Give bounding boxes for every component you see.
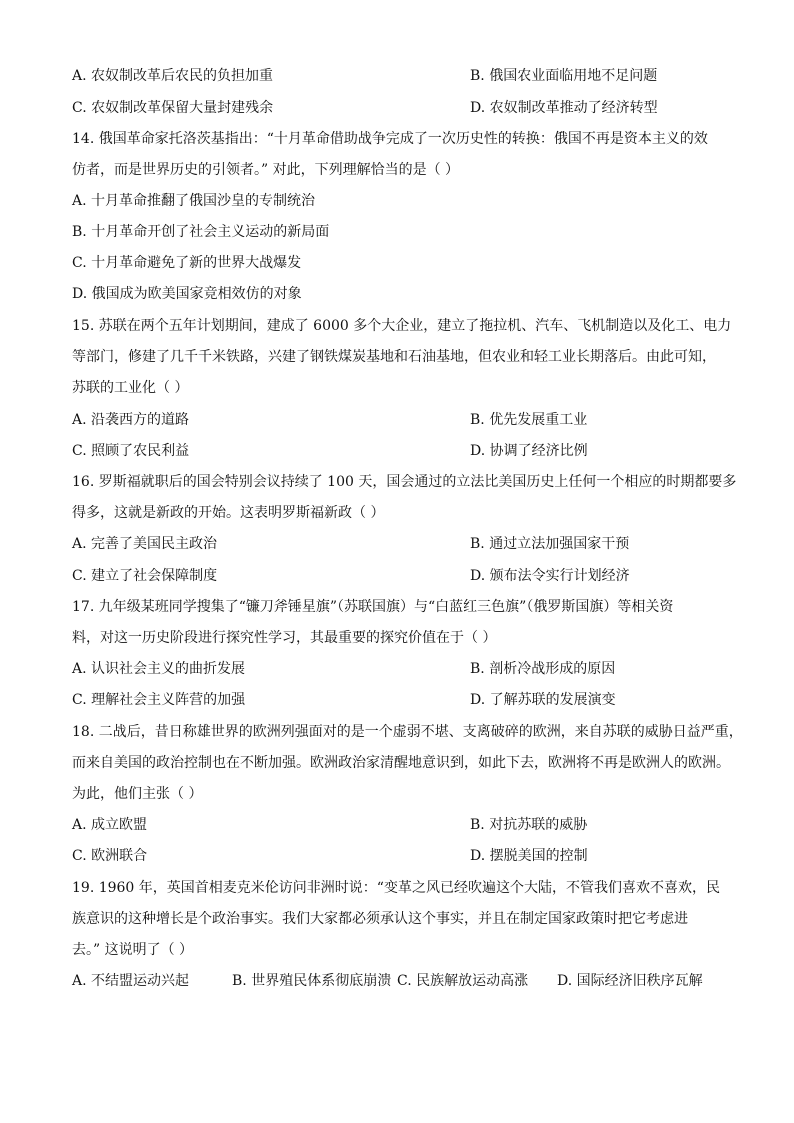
q18-row-1 <box>72 816 588 834</box>
q19-option-b: B. 世界殖民体系彻底崩溃 <box>232 973 392 989</box>
q18-row-2 <box>72 847 588 865</box>
q17-option-b: B. 剖析冷战形成的原因 <box>470 661 616 677</box>
q15-stem-line-3: 苏联的工业化（ ） <box>72 380 189 396</box>
q16-stem-line-2: 得多，这就是新政的开始。这表明罗斯福新政（ ） <box>72 505 385 521</box>
q15-stem-line-2: 等部门，修建了几千千米铁路，兴建了钢铁煤炭基地和石油基地，但农业和轻工业长期落后。由此可知， <box>72 349 716 365</box>
q13-option-b: B. 俄国农业面临用地不足问题 <box>470 68 658 84</box>
q14-stem-line-1: 14. 俄国革命家托洛茨基指出：“十月革命借助战争完成了一次历史性的转换：俄国不再是资本主义的效 <box>72 131 708 147</box>
q18-option-b: B. 对抗苏联的威胁 <box>470 817 588 833</box>
q17-stem-line-2: 料，对这一历史阶段进行探究性学习，其最重要的探究价值在于（ ） <box>72 630 497 646</box>
q15-stem-line-1: 15. 苏联在两个五年计划期间，建成了 6000 多个大企业，建立了拖拉机、汽车、飞机制造以及化工、电力 <box>72 318 732 334</box>
q13-option-d: D. 农奴制改革推动了经济转型 <box>470 100 658 116</box>
q15-option-b: B. 优先发展重工业 <box>470 412 588 428</box>
q17-option-a: A. 认识社会主义的曲折发展 <box>72 661 246 677</box>
q14-option-b: B. 十月革命开创了社会主义运动的新局面 <box>72 224 330 240</box>
q13-row-1 <box>72 67 658 85</box>
q16-option-b: B. 通过立法加强国家干预 <box>470 536 630 552</box>
q18-stem-line-3: 为此，他们主张（ ） <box>72 786 203 802</box>
q13-row-2 <box>72 99 658 117</box>
q16-option-c: C. 建立了社会保障制度 <box>72 568 218 584</box>
q16-row-1 <box>72 535 630 553</box>
q15-row-1 <box>72 411 588 429</box>
q14-option-a: A. 十月革命推翻了俄国沙皇的专制统治 <box>72 193 316 209</box>
q15-option-a: A. 沿袭西方的道路 <box>72 412 190 428</box>
q15-option-c: C. 照顾了农民利益 <box>72 443 190 459</box>
q17-row-2 <box>72 691 616 709</box>
q13-option-c: C. 农奴制改革保留大量封建残余 <box>72 100 274 116</box>
q14-option-c: C. 十月革命避免了新的世界大战爆发 <box>72 255 302 271</box>
q13-option-a: A. 农奴制改革后农民的负担加重 <box>72 68 274 84</box>
q19-options-row <box>72 972 722 990</box>
q19-option-d: D. 国际经济旧秩序瓦解 <box>557 973 703 989</box>
q19-stem-line-3: 去。” 这说明了（ ） <box>72 942 194 958</box>
q16-option-d: D. 颁布法令实行计划经济 <box>470 568 630 584</box>
q16-stem-line-1: 16. 罗斯福就职后的国会特别会议持续了 100 天，国会通过的立法比美国历史上任何一个相应的时期都要多 <box>72 474 737 490</box>
q19-stem-line-2: 族意识的这种增长是个政治事实。我们大家都必须承认这个事实，并且在制定国家政策时把它考虑进 <box>72 911 688 927</box>
q18-option-c: C. 欧洲联合 <box>72 848 148 864</box>
q17-row-1 <box>72 660 616 678</box>
q14-option-d: D. 俄国成为欧美国家竞相效仿的对象 <box>72 286 302 302</box>
q14-stem-line-2: 仿者，而是世界历史的引领者。” 对此，下列理解恰当的是（ ） <box>72 162 460 178</box>
q17-option-c: C. 理解社会主义阵营的加强 <box>72 692 246 708</box>
q18-stem-line-2: 而来自美国的政治控制也在不断加强。欧洲政治家清醒地意识到，如此下去，欧洲将不再是欧洲人的欧洲。 <box>72 755 730 771</box>
q17-stem-line-1: 17. 九年级某班同学搜集了“镰刀斧锤星旗”（苏联国旗）与“白蓝红三色旗”（俄罗斯国旗）等相关资 <box>72 599 674 615</box>
q18-stem-line-1: 18. 二战后，昔日称雄世界的欧洲列强面对的是一个虚弱不堪、支离破碎的欧洲，来自苏联的威胁日益严重， <box>72 724 743 740</box>
q19-option-a: A. 不结盟运动兴起 <box>72 973 190 989</box>
q19-option-c: C. 民族解放运动高涨 <box>397 973 529 989</box>
q18-option-a: A. 成立欧盟 <box>72 817 148 833</box>
q15-row-2 <box>72 442 588 460</box>
q19-stem-line-1: 19. 1960 年，英国首相麦克米伦访问非洲时说：“变革之风已经吹遍这个大陆，不管我们喜欢不喜欢，民 <box>72 880 720 896</box>
q16-row-2 <box>72 567 630 585</box>
q15-option-d: D. 协调了经济比例 <box>470 443 588 459</box>
q18-option-d: D. 摆脱美国的控制 <box>470 848 588 864</box>
q16-option-a: A. 完善了美国民主政治 <box>72 536 218 552</box>
q17-option-d: D. 了解苏联的发展演变 <box>470 692 616 708</box>
